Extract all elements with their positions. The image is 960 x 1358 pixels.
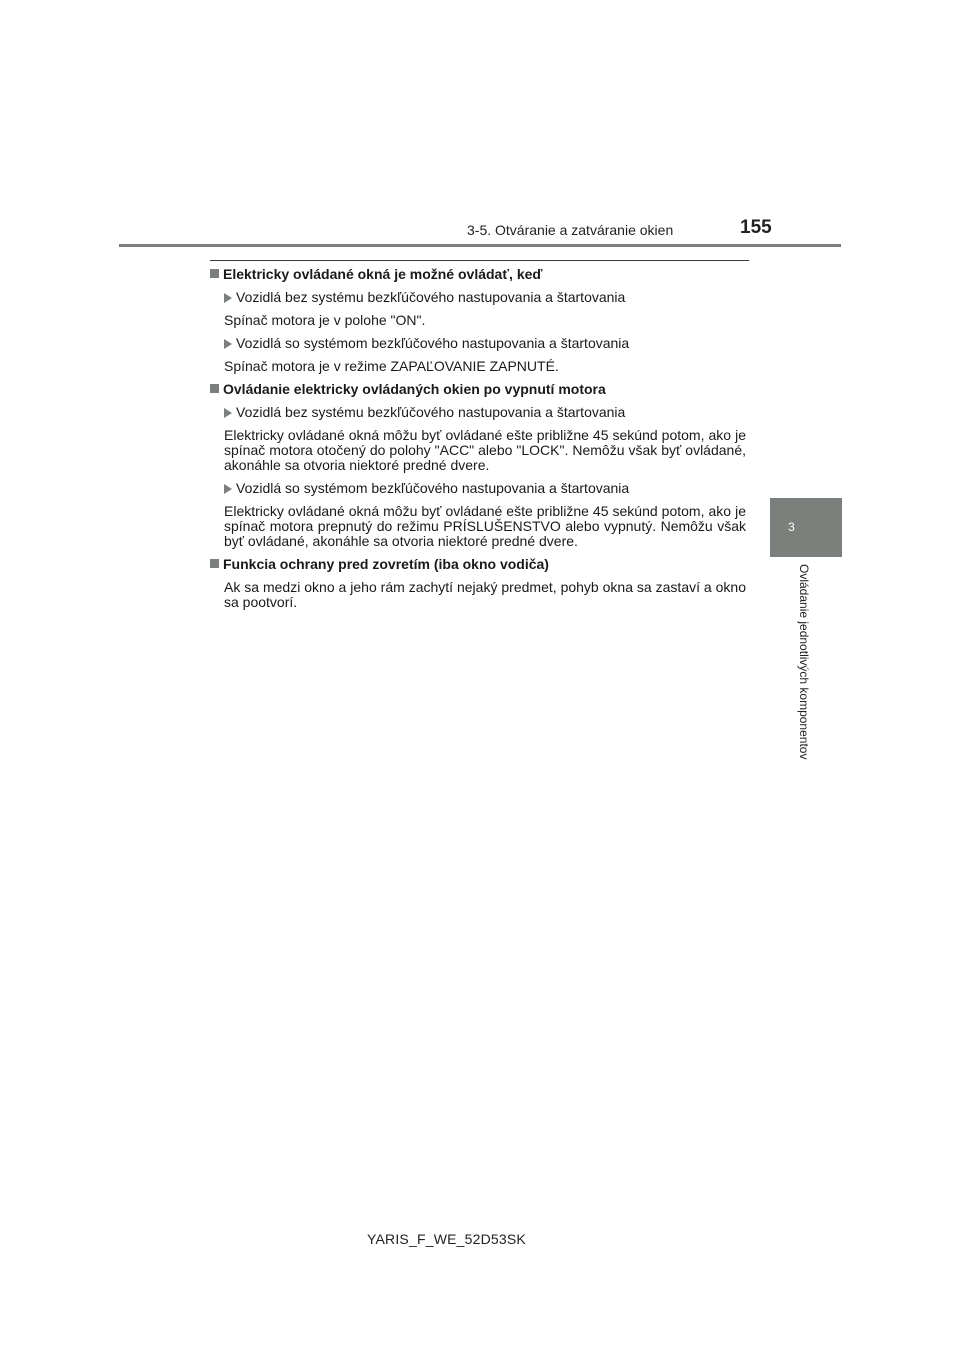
paragraph: Elektricky ovládané okná môžu byť ovládané ešte približne 45 sekúnd potom, ako je spínač motora prepnutý do režimu PRÍSLUŠENSTVO alebo vypnutý. Nemôžu však byť ovládané, akonáhle sa otvoria niektoré predné dvere.	[224, 503, 746, 549]
chapter-tab	[770, 498, 842, 557]
paragraph: Elektricky ovládané okná môžu byť ovládané ešte približne 45 sekúnd potom, ako je spínač motora otočený do polohy "ACC" alebo "LOCK". Nemôžu však byť ovládané, akonáhle sa otvoria niektoré predné dvere.	[224, 427, 746, 473]
triangle-bullet-icon	[224, 408, 232, 418]
paragraph: Spínač motora je v režime ZAPAĽOVANIE ZAPNUTÉ.	[224, 358, 559, 374]
content-body	[210, 267, 746, 618]
triangle-bullet-icon	[224, 339, 232, 349]
chapter-title-vertical	[796, 564, 812, 784]
triangle-bullet-icon	[224, 293, 232, 303]
square-bullet-icon	[210, 269, 219, 278]
triangle-bullet-icon	[224, 484, 232, 494]
section-heading	[210, 382, 746, 397]
subheading	[224, 481, 746, 496]
square-bullet-icon	[210, 384, 219, 393]
chapter-title-text: Ovládanie jednotlivých komponentov	[797, 564, 811, 760]
section-heading	[210, 557, 746, 572]
subheading-text: Vozidlá so systémom bezkľúčového nastupovania a štartovania	[236, 480, 630, 496]
section-heading-text: Funkcia ochrany pred zovretím (iba okno vodiča)	[223, 556, 549, 572]
content-top-rule	[210, 260, 749, 261]
subheading-text: Vozidlá bez systému bezkľúčového nastupovania a štartovania	[236, 289, 626, 305]
square-bullet-icon	[210, 559, 219, 568]
subheading	[224, 336, 746, 351]
paragraph: Ak sa medzi okno a jeho rám zachytí nejaký predmet, pohyb okna sa zastaví a okno sa pootvorí.	[224, 579, 746, 610]
section-heading	[210, 267, 746, 282]
page-number: 155	[740, 217, 772, 238]
subheading-text: Vozidlá so systémom bezkľúčového nastupovania a štartovania	[236, 335, 630, 351]
subheading	[224, 405, 746, 420]
chapter-number: 3	[788, 520, 795, 534]
section-heading-text: Ovládanie elektricky ovládaných okien po vypnutí motora	[223, 381, 606, 397]
subheading	[224, 290, 746, 305]
paragraph: Spínač motora je v polohe "ON".	[224, 312, 426, 328]
document-code: YARIS_F_WE_52D53SK	[367, 1231, 526, 1247]
running-header-section: 3-5. Otváranie a zatváranie okien	[467, 222, 674, 238]
subheading-text: Vozidlá bez systému bezkľúčového nastupovania a štartovania	[236, 404, 626, 420]
header-rule	[119, 244, 841, 247]
section-heading-text: Elektricky ovládané okná je možné ovládať, keď	[223, 266, 543, 282]
